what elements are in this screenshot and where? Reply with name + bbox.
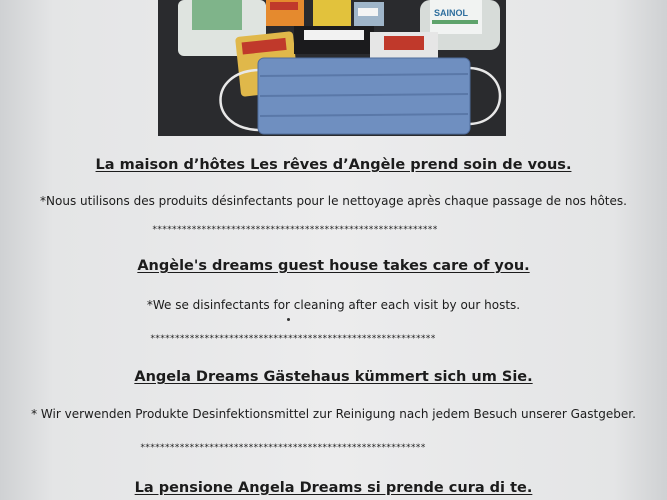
separator-2: ********************************************************** — [150, 334, 436, 344]
body-german: * Wir verwenden Produkte Desinfektionsmittel zur Reinigung nach jedem Besuch unserer Gastgeber. — [31, 407, 636, 421]
heading-english: Angèle's dreams guest house takes care of you. — [137, 258, 530, 274]
sanol-label: SAINOL — [434, 8, 469, 18]
separator-1: ********************************************************** — [152, 225, 438, 235]
heading-german: Angela Dreams Gästehaus kümmert sich um Sie. — [134, 369, 533, 385]
cleaning-products-photo — [158, 0, 506, 136]
body-french: *Nous utilisons des produits désinfectants pour le nettoyage après chaque passage de nos hôtes. — [40, 194, 627, 208]
paper-speck — [287, 318, 290, 321]
heading-french: La maison d’hôtes Les rêves d’Angèle prend soin de vous. — [95, 157, 572, 173]
heading-italian: La pensione Angela Dreams si prende cura di te. — [134, 480, 533, 496]
body-english: *We se disinfectants for cleaning after each visit by our hosts. — [146, 298, 521, 312]
separator-3: ********************************************************** — [140, 443, 426, 453]
